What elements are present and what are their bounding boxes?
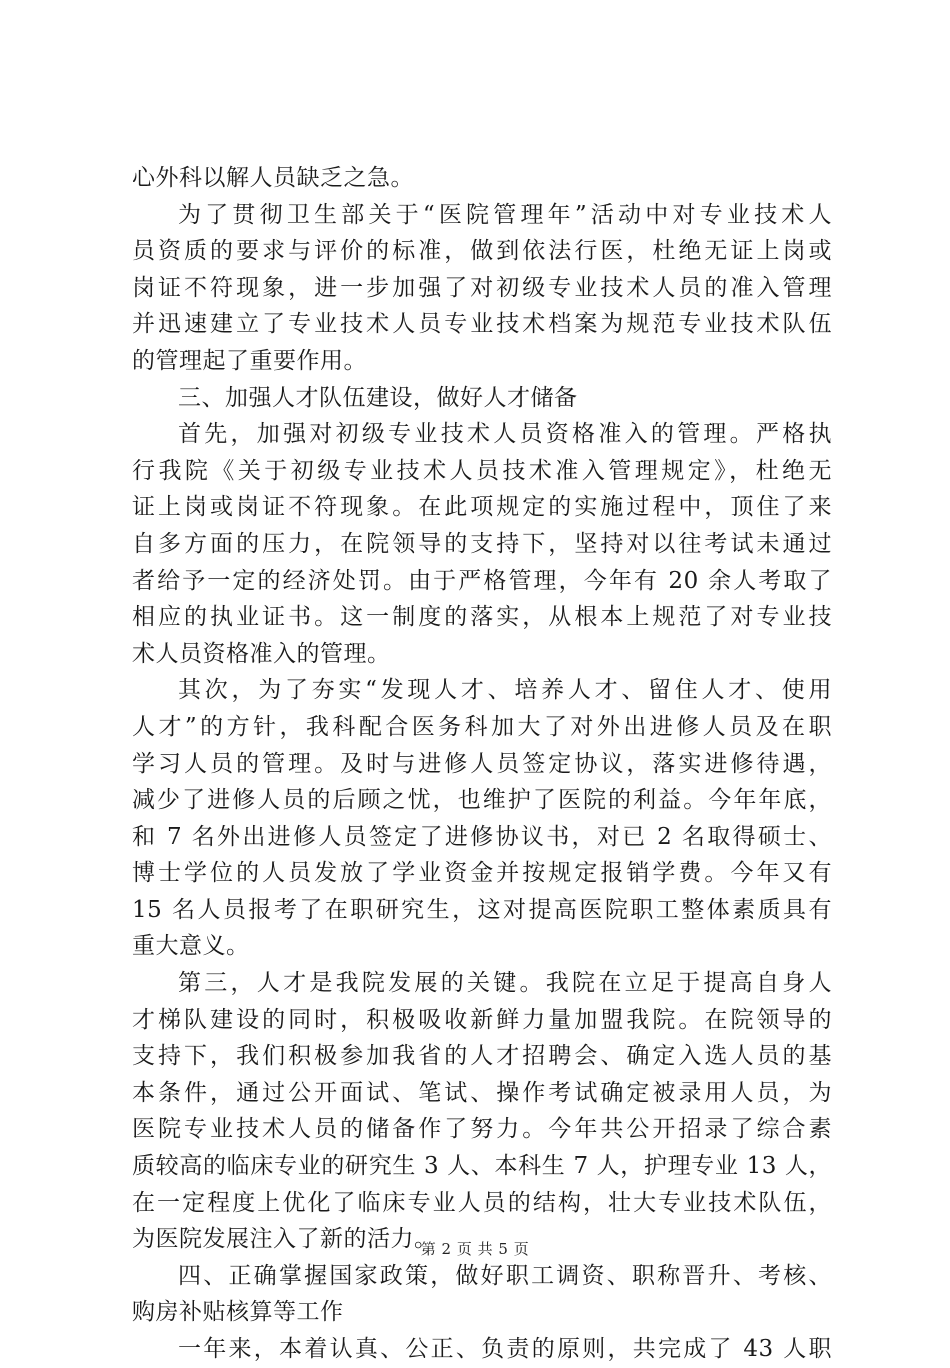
text-line: 术人员资格准入的管理。 [132,640,391,667]
text-line: 者给予一定的经济处罚。由于严格管理，今年有 20 余人考取了 [132,567,832,594]
text-line: 减少了进修人员的后顾之忧，也维护了医院的利益。今年年底， [132,787,832,814]
text-line: 一年来，本着认真、公正、负责的原则，共完成了 43 人职 [178,1336,832,1362]
text-line: 在一定程度上优化了临床专业人员的结构，壮大专业技术队伍， [132,1189,832,1216]
text-line: 支持下，我们积极参加我省的人才招聘会、确定入选人员的基 [132,1043,832,1070]
text-line: 首先，加强对初级专业技术人员资格准入的管理。严格执 [178,421,832,448]
text-line: 博士学位的人员发放了学业资金并按规定报销学费。今年又有 [132,860,832,887]
text-line: 和 7 名外出进修人员签定了进修协议书，对已 2 名取得硕士、 [132,823,832,850]
text-line: 岗证不符现象，进一步加强了对初级专业技术人员的准入管理 [132,274,832,301]
text-line: 人才”的方针，我科配合医务科加大了对外出进修人员及在职 [132,713,832,740]
document-body [132,160,832,1368]
text-line: 学习人员的管理。及时与进修人员签定协议，落实进修待遇， [132,750,832,777]
text-line: 为医院发展注入了新的活力。 [132,1226,438,1253]
page-number-footer: 第 2 页 共 5 页 [420,1240,530,1258]
text-line: 自多方面的压力，在院领导的支持下，坚持对以往考试未通过 [132,530,832,557]
text-line: 为了贯彻卫生部关于“医院管理年”活动中对专业技术人 [178,201,832,228]
text-line: 并迅速建立了专业技术人员专业技术档案为规范专业技术队伍 [132,311,832,338]
text-line: 医院专业技术人员的储备作了努力。今年共公开招录了综合素 [132,1116,832,1143]
text-line: 其次，为了夯实“发现人才、培养人才、留住人才、使用 [178,677,832,704]
text-line: 第三，人才是我院发展的关键。我院在立足于提高自身人 [178,970,832,997]
text-line: 的管理起了重要作用。 [132,347,367,374]
text-line: 15 名人员报考了在职研究生，这对提高医院职工整体素质具有 [132,896,832,923]
text-line: 本条件，通过公开面试、笔试、操作考试确定被录用人员，为 [132,1079,832,1106]
section-heading: 三、加强人才队伍建设，做好人才储备 [178,384,578,411]
text-line: 质较高的临床专业的研究生 3 人、本科生 7 人，护理专业 13 人， [132,1153,832,1180]
text-line: 重大意义。 [132,933,250,960]
text-line: 相应的执业证书。这一制度的落实，从根本上规范了对专业技 [132,604,832,631]
text-line: 员资质的要求与评价的标准，做到依法行医，杜绝无证上岗或 [132,238,832,265]
text-line: 证上岗或岗证不符现象。在此项规定的实施过程中，顶住了来 [132,494,832,521]
text-line: 才梯队建设的同时，积极吸收新鲜力量加盟我院。在院领导的 [132,1006,832,1033]
section-heading: 四、正确掌握国家政策，做好职工调资、职称晋升、考核、 [178,1262,832,1289]
section-heading-continued: 购房补贴核算等工作 [132,1299,344,1326]
text-line: 心外科以解人员缺乏之急。 [132,165,414,191]
text-line: 行我院《关于初级专业技术人员技术准入管理规定》，杜绝无 [132,457,832,484]
